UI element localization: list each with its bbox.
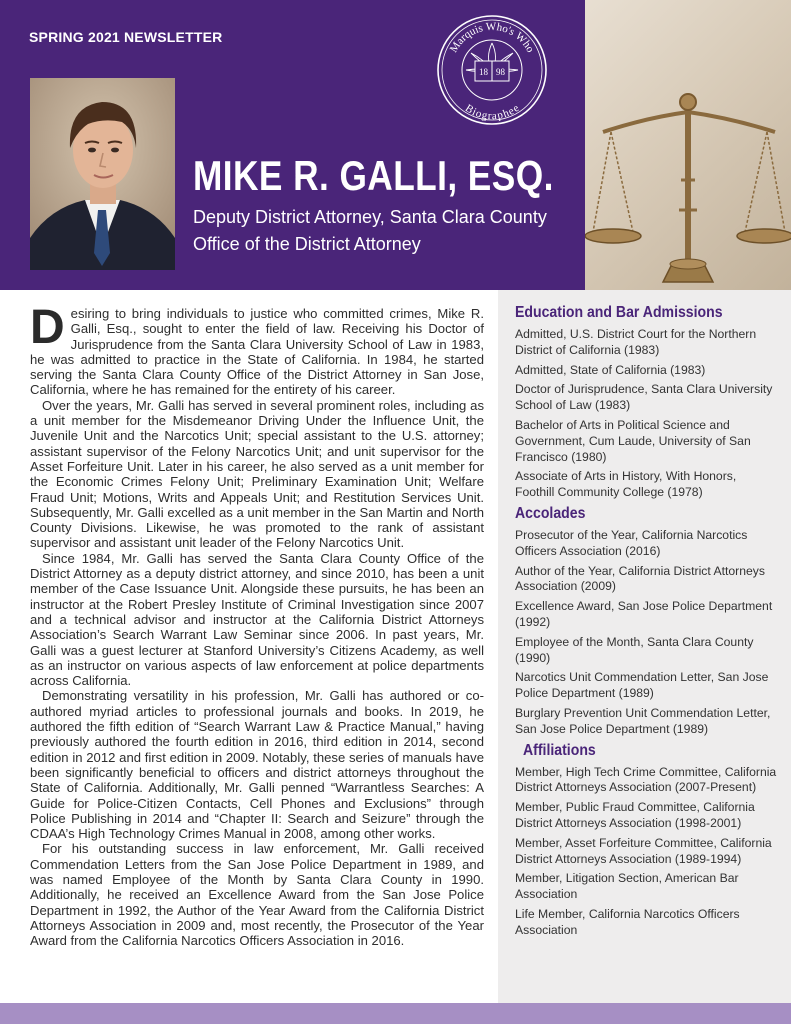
seal-year-left: 18 xyxy=(479,67,488,77)
accolade-item: Author of the Year, California District Attorneys Association (2009) xyxy=(515,563,765,594)
education-item: Admitted, State of California (1983) xyxy=(515,362,706,377)
sidebar xyxy=(498,290,791,1003)
header-main-panel xyxy=(0,0,585,290)
accolade-item: Employee of the Month, Santa Clara County (1990) xyxy=(515,634,754,665)
drop-cap: D xyxy=(30,301,65,354)
education-item: Bachelor of Arts in Political Science and Government, Cum Laude, University of San Francisco (1980) xyxy=(515,417,751,464)
header-banner xyxy=(0,0,791,290)
affiliations-list xyxy=(515,765,777,939)
accolades-list xyxy=(515,528,777,738)
affiliation-item: Member, Litigation Section, American Bar Association xyxy=(515,871,739,902)
sidebar-content xyxy=(515,304,777,943)
person-name: MIKE R. GALLI, ESQ. xyxy=(193,152,554,199)
job-title-line-1: Deputy District Attorney, Santa Clara County xyxy=(193,207,547,227)
scales-of-justice-image xyxy=(585,0,791,290)
article-paragraph-1-text: esiring to bring individuals to justice who committed crimes, Mike R. Galli, Esq., sought to enter the field of law. Receiving his Doctor of Jurisprudence from the Santa Clara University School of Law in 1983, he was admitted to practice in the State of California. In 1984, he started serving the Santa Clara County Office of the District Attorney in San Jose, California, where he has remained for the entirety of his career. xyxy=(30,306,484,398)
accolade-item: Narcotics Unit Commendation Letter, San Jose Police Department (1989) xyxy=(515,670,769,701)
education-item: Associate of Arts in History, With Honors, Foothill Community College (1978) xyxy=(515,469,737,500)
job-title-line-2: Office of the District Attorney xyxy=(193,234,421,254)
article-body xyxy=(30,301,484,949)
marquis-whos-who-seal-icon xyxy=(435,13,549,127)
education-heading: Education and Bar Admissions xyxy=(515,304,723,321)
affiliation-item: Member, Asset Forfeiture Committee, California District Attorneys Association (1989-1994) xyxy=(515,835,772,866)
portrait-photo xyxy=(30,78,175,270)
affiliation-item: Member, Public Fraud Committee, California District Attorneys Association (1998-2001) xyxy=(515,800,755,830)
seal-year-right: 98 xyxy=(496,67,505,77)
education-item: Admitted, U.S. District Court for the Northern District of California (1983) xyxy=(515,327,757,357)
education-list xyxy=(515,327,777,501)
article-paragraph-5: For his outstanding success in law enforcement, Mr. Galli received Commendation Letters from the San Jose Police Department in 1989, and was named Employee of the Month by Santa Clara County in 1990. Additionally, he received an Excellence Award from the San Jose Police Department in 1992, the Author of the Year Award from the California District Attorneys Association in 2009 and, most recently, the Prosecutor of the Year Award from the California Narcotics Officers Association in 2016. xyxy=(30,841,484,949)
education-section xyxy=(515,304,777,501)
article-paragraph-4: Demonstrating versatility in his profession, Mr. Galli has authored or co-authored myriad articles to professional journals and books. In 2019, he authored the fifth edition of “Search Warrant Law & Practice Manual,” having previously authored the fourth edition in 2016, third edition in 2014, second edition in 2012 and first edition in 2009. Notably, these series of manuals have been significantly beneficial to officers and district attorneys throughout the State of California. Additionally, Mr. Galli penned “Warrantless Searches: A Guide for Police-Citizen Contacts, Cell Phones and Exclusions” through Police Publishing in 2014 and “Chapter II: Search and Seizure” through the CDAA’s High Technology Crimes Manual in 2008, among other works. xyxy=(30,688,484,842)
accolade-item: Burglary Prevention Unit Commendation Letter, San Jose Police Department (1989) xyxy=(515,705,771,736)
footer-bar xyxy=(0,1003,791,1024)
article-paragraph-3: Since 1984, Mr. Galli has served the Santa Clara County Office of the District Attorney as a deputy district attorney, and since 2010, has been a unit member of the Case Issuance Unit. Alongside these pursuits, he has been an instructor at the Robert Presley Institute of Criminal Investigation since 2007 and a technical advisor and instructor at the California District Attorneys Association’s Search Warrant Law Seminar since 2006. In past years, Mr. Galli was a guest lecturer at Stanford University’s Citizens Academy, as well as an instructor on various aspects of law enforcement at police departments across California. xyxy=(30,550,484,689)
affiliation-item: Member, High Tech Crime Committee, California District Attorneys Association (2007-Present) xyxy=(515,764,777,795)
affiliations-section xyxy=(515,742,777,939)
portrait-illustration xyxy=(30,78,175,270)
accolades-heading: Accolades xyxy=(515,504,586,522)
accolade-item: Prosecutor of the Year, California Narcotics Officers Association (2016) xyxy=(515,527,748,558)
seal-top-text: Marquis Who's Who xyxy=(447,20,537,55)
article-paragraph-1 xyxy=(30,301,484,398)
newsletter-label: SPRING 2021 NEWSLETTER xyxy=(29,29,223,45)
affiliation-item: Life Member, California Narcotics Officers Association xyxy=(515,906,740,937)
seal-bottom-text: Biographee xyxy=(462,102,522,123)
scales-of-justice-icon xyxy=(585,0,791,290)
education-item: Doctor of Jurisprudence, Santa Clara University School of Law (1983) xyxy=(515,382,773,413)
accolades-section xyxy=(515,505,777,738)
affiliations-heading: Affiliations xyxy=(523,741,596,759)
accolade-item: Excellence Award, San Jose Police Department (1992) xyxy=(515,599,773,629)
article-paragraph-2: Over the years, Mr. Galli has served in several prominent roles, including as a unit member for the Misdemeanor Driving Under the Influence Unit, the Juvenile Unit and the Narcotics Unit; special assistant to the U.S. attorney; assistant supervisor of the Felony Narcotics Unit; and unit supervisor for the Asset Forfeiture Unit. Later in his career, he also served as a unit member for the Economic Crimes Felony Unit; Preliminary Examination Unit; Welfare Fraud Unit; Motions, Writs and Appeals Unit; and Restitution Services Unit. Subsequently, Mr. Galli excelled as a unit member in the San Martin and North County Divisions. Likewise, he was promoted to the rank of assistant supervisor and assistant unit leader of the Felony Narcotics Unit. xyxy=(30,397,484,551)
